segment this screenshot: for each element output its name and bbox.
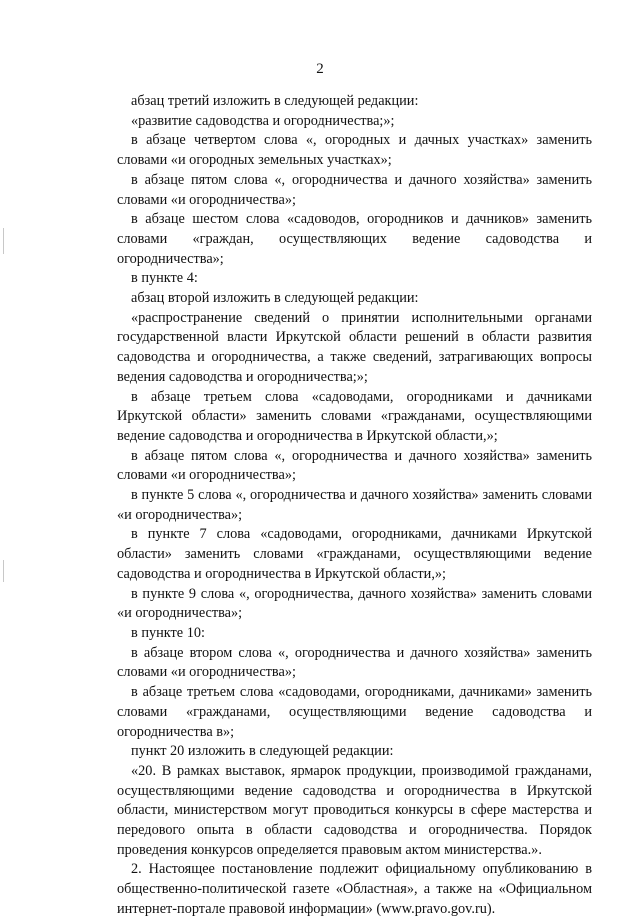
paragraph: в абзаце пятом слова «, огородничества и дачного хозяйства» заменить словами «и огородничества»; [117,447,592,484]
paragraph: «развитие садоводства и огородничества;»; [131,112,395,129]
paragraph: абзац третий изложить в следующей редакции: [131,93,419,109]
paragraph: в абзаце пятом слова «, огородничества и дачного хозяйства» заменить словами «и огородничества»; [117,171,592,208]
paragraph: абзац второй изложить в следующей редакции: [131,290,419,307]
paragraph: в абзаце шестом слова «садоводов, огородников и дачников» заменить словами «граждан, осуществляющих ведение садоводства и огородничества»; [117,211,592,267]
paragraph: в пункте 10: [131,624,205,641]
paragraph: «20. В рамках выставок, ярмарок продукции, производимой гражданами, осуществляющими ведение садоводства и огородничества в Иркутской области, министерством могут проводиться конкурсы в сфере мастерства и передового опыта в области садоводства и огородничества. Порядок проведения конкурсов определяется правовым актом министерства.». [117,762,592,858]
scan-margin-mark [3,228,4,254]
document-body [117,92,592,920]
paragraph: в пункте 5 слова «, огородничества и дачного хозяйства» заменить словами «и огородничества»; [117,487,592,523]
paragraph: пункт 20 изложить в следующей редакции: [131,743,394,760]
paragraph: в пункте 4: [131,270,198,287]
paragraph: в абзаце третьем слова «садоводами, огородниками и дачниками Иркутской области» заменить словами «гражданами, осуществляющими ведение садоводства и огородничества в Иркутской области,»; [117,388,592,444]
paragraph: в пункте 9 слова «, огородничества, дачного хозяйства» заменить словами «и огородничества»; [117,585,592,622]
paragraph: в пункте 7 слова «садоводами, огородниками, дачниками Иркутской области» заменить словами «гражданами, осуществляющими ведение садоводства и огородничества в Иркутской области,»; [117,526,592,582]
paragraph: в абзаце четвертом слова «, огородных и дачных участках» заменить словами «и огородных земельных участках»; [117,132,592,169]
paragraph: в абзаце третьем слова «садоводами, огородниками, дачниками» заменить словами «гражданами, осуществляющими ведение садоводства и огородничества в»; [117,684,592,740]
paragraph: «распространение сведений о принятии исполнительными органами государственной власти Иркутской области решений в области развития садоводства и огородничества, а также сведений, затрагивающих вопросы ведения садоводства и огородничества;»; [117,309,592,385]
paragraph: 2. Настоящее постановление подлежит официальному опубликованию в общественно-политической газете «Областная», а также на «Официальном интернет-портале правовой информации» (www.pravo.gov.ru). [117,861,592,917]
page-number: 2 [316,61,324,77]
paragraph: в абзаце втором слова «, огородничества и дачного хозяйства» заменить словами «и огородничества»; [117,644,592,681]
scan-margin-mark [3,560,4,582]
